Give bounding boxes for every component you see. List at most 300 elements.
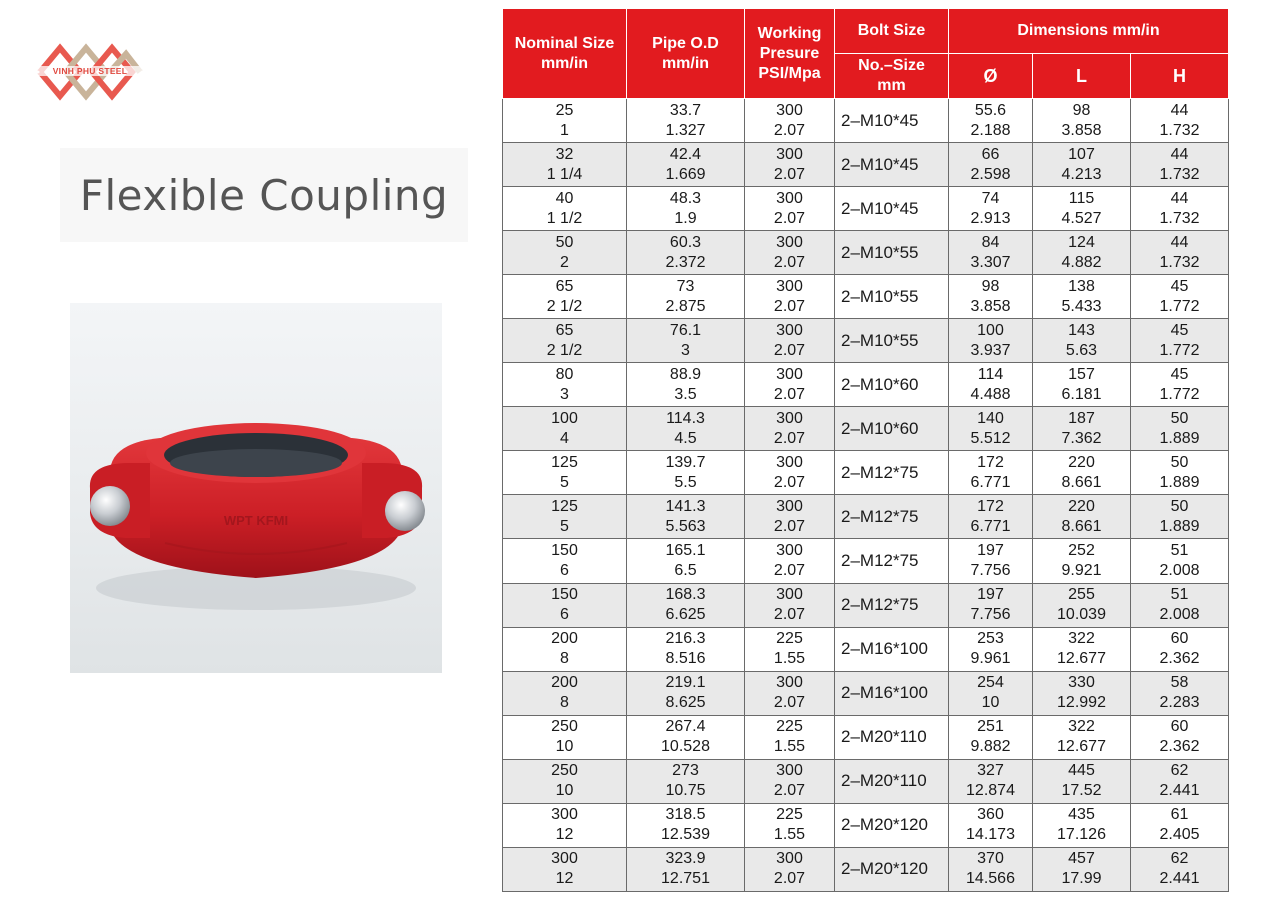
cell-height-in: 1.732	[1159, 165, 1200, 183]
cell-height-in: 2.008	[1159, 606, 1200, 624]
cell-diameter-mm: 360	[977, 806, 1004, 824]
cell-working-pressure-in: 2.07	[773, 297, 806, 315]
cell-length-in: 17.126	[1057, 826, 1106, 844]
cell-height-mm: 61	[1170, 806, 1189, 824]
cell-length-mm: 107	[1068, 145, 1095, 163]
cell-nominal-size-mm: 25	[555, 101, 574, 119]
cell-height-in: 1.732	[1159, 121, 1200, 139]
cell-working-pressure-mm: 300	[776, 189, 803, 207]
table-row	[503, 847, 1229, 891]
cell-diameter-in: 3.858	[970, 297, 1011, 315]
cell-diameter-in: 10	[981, 694, 1000, 712]
cell-height-mm: 60	[1170, 718, 1189, 736]
header-pipe-od: Pipe O.D mm/in	[627, 9, 745, 99]
cell-nominal-size-in: 1 1/4	[546, 165, 583, 183]
cell-pipe-od-mm: 141.3	[665, 497, 706, 515]
cell-pipe-od-mm: 76.1	[669, 321, 702, 339]
cell-pipe-od-mm: 88.9	[669, 365, 702, 383]
cell-length	[1033, 715, 1131, 759]
cell-diameter-mm: 100	[977, 321, 1004, 339]
cell-nominal-size	[503, 539, 627, 583]
cell-nominal-size	[503, 143, 627, 187]
header-dimensions: Dimensions mm/in	[949, 9, 1229, 54]
cell-working-pressure	[745, 407, 835, 451]
cell-pipe-od-mm: 139.7	[665, 453, 706, 471]
cell-bolt-size: 2–M10*60	[835, 407, 949, 451]
cell-height-in: 1.889	[1159, 517, 1200, 535]
cell-length-in: 8.661	[1061, 517, 1102, 535]
cell-length-in: 4.213	[1061, 165, 1102, 183]
cell-bolt-size: 2–M20*110	[835, 715, 949, 759]
cell-height-mm: 60	[1170, 630, 1189, 648]
table-row	[503, 143, 1229, 187]
spec-table	[502, 8, 1229, 892]
cell-nominal-size-mm: 250	[551, 718, 578, 736]
cell-diameter-mm: 197	[977, 586, 1004, 604]
cell-diameter	[949, 407, 1033, 451]
cell-nominal-size-mm: 200	[551, 674, 578, 692]
cell-working-pressure-mm: 300	[776, 321, 803, 339]
cell-diameter	[949, 319, 1033, 363]
cell-height	[1131, 99, 1229, 143]
cell-height-in: 2.283	[1159, 694, 1200, 712]
cell-length-in: 9.921	[1061, 561, 1102, 579]
cell-height-mm: 50	[1170, 453, 1189, 471]
header-working-pressure: Working Presure PSI/Mpa	[745, 9, 835, 99]
cell-nominal-size	[503, 583, 627, 627]
cell-length-mm: 220	[1068, 497, 1095, 515]
cell-length-mm: 115	[1068, 189, 1095, 207]
cell-pipe-od	[627, 671, 745, 715]
cell-working-pressure-mm: 300	[776, 409, 803, 427]
cell-working-pressure-in: 2.07	[773, 165, 806, 183]
cell-bolt-size: 2–M10*55	[835, 319, 949, 363]
cell-diameter	[949, 539, 1033, 583]
cell-length-in: 4.527	[1061, 209, 1102, 227]
cell-length-in: 5.433	[1061, 297, 1102, 315]
cell-nominal-size-mm: 250	[551, 762, 578, 780]
cell-working-pressure-mm: 225	[776, 630, 803, 648]
cell-height-mm: 45	[1170, 321, 1189, 339]
cell-diameter-in: 7.756	[970, 561, 1011, 579]
cell-height	[1131, 275, 1229, 319]
cell-nominal-size-mm: 40	[555, 189, 574, 207]
spec-table-container	[502, 8, 1228, 892]
cell-working-pressure-in: 2.07	[773, 473, 806, 491]
cell-working-pressure	[745, 671, 835, 715]
cell-diameter	[949, 187, 1033, 231]
cell-length	[1033, 363, 1131, 407]
table-row	[503, 187, 1229, 231]
cell-pipe-od	[627, 583, 745, 627]
cell-length-mm: 157	[1068, 365, 1095, 383]
cell-height-mm: 44	[1170, 145, 1189, 163]
cell-nominal-size-in: 1 1/2	[546, 209, 583, 227]
cell-length-mm: 138	[1068, 277, 1095, 295]
table-row	[503, 231, 1229, 275]
cell-height	[1131, 847, 1229, 891]
cell-nominal-size-mm: 300	[551, 806, 578, 824]
cell-pipe-od	[627, 319, 745, 363]
cell-length-mm: 124	[1068, 233, 1095, 251]
page-title: Flexible Coupling	[79, 170, 449, 220]
cell-working-pressure-mm: 300	[776, 453, 803, 471]
cell-nominal-size-mm: 80	[555, 365, 574, 383]
cell-diameter-in: 14.566	[966, 870, 1015, 888]
cell-bolt-size: 2–M16*100	[835, 627, 949, 671]
header-nominal-size: Nominal Size mm/in	[503, 9, 627, 99]
cell-nominal-size-mm: 32	[555, 145, 574, 163]
table-row	[503, 99, 1229, 143]
cell-length-in: 3.858	[1061, 121, 1102, 139]
cell-nominal-size-mm: 50	[555, 233, 574, 251]
cell-working-pressure	[745, 187, 835, 231]
cell-nominal-size	[503, 275, 627, 319]
cell-working-pressure-in: 1.55	[773, 650, 806, 668]
cell-height-mm: 45	[1170, 277, 1189, 295]
cell-height-mm: 62	[1170, 850, 1189, 868]
cell-length	[1033, 759, 1131, 803]
cell-height	[1131, 803, 1229, 847]
cell-diameter-mm: 254	[977, 674, 1004, 692]
cell-working-pressure-mm: 300	[776, 674, 803, 692]
cell-nominal-size-mm: 125	[551, 453, 578, 471]
cell-diameter-in: 12.874	[966, 782, 1015, 800]
cell-length-mm: 435	[1068, 806, 1095, 824]
cell-length-mm: 143	[1068, 321, 1095, 339]
cell-working-pressure-in: 2.07	[773, 561, 806, 579]
cell-pipe-od-mm: 219.1	[665, 674, 706, 692]
cell-pipe-od-mm: 165.1	[665, 541, 706, 559]
cell-diameter-in: 2.598	[970, 165, 1011, 183]
cell-diameter	[949, 803, 1033, 847]
cell-working-pressure-in: 2.07	[773, 517, 806, 535]
cell-diameter	[949, 363, 1033, 407]
cell-bolt-size: 2–M12*75	[835, 451, 949, 495]
cell-diameter	[949, 627, 1033, 671]
cell-working-pressure	[745, 539, 835, 583]
cell-diameter-in: 6.771	[970, 517, 1011, 535]
cell-bolt-size: 2–M10*55	[835, 231, 949, 275]
cell-height-mm: 62	[1170, 762, 1189, 780]
cell-nominal-size-mm: 65	[555, 321, 574, 339]
cell-height-in: 1.732	[1159, 253, 1200, 271]
table-row	[503, 363, 1229, 407]
cell-length-in: 4.882	[1061, 253, 1102, 271]
cell-pipe-od-in: 1.327	[665, 121, 706, 139]
cell-height	[1131, 231, 1229, 275]
cell-height	[1131, 187, 1229, 231]
cell-height-mm: 51	[1170, 586, 1189, 604]
cell-nominal-size	[503, 627, 627, 671]
cell-height	[1131, 671, 1229, 715]
cell-pipe-od-mm: 216.3	[665, 630, 706, 648]
cell-diameter	[949, 715, 1033, 759]
cell-pipe-od	[627, 363, 745, 407]
cell-height-mm: 44	[1170, 233, 1189, 251]
cell-working-pressure-in: 2.07	[773, 870, 806, 888]
cell-working-pressure	[745, 583, 835, 627]
cell-length	[1033, 143, 1131, 187]
cell-working-pressure-mm: 300	[776, 762, 803, 780]
cell-length	[1033, 451, 1131, 495]
cell-diameter	[949, 847, 1033, 891]
cell-working-pressure-mm: 300	[776, 233, 803, 251]
cell-bolt-size: 2–M16*100	[835, 671, 949, 715]
cell-nominal-size-mm: 100	[551, 409, 578, 427]
cell-working-pressure	[745, 627, 835, 671]
cell-length	[1033, 231, 1131, 275]
cell-nominal-size-mm: 65	[555, 277, 574, 295]
coupling-marking: WPT KFMI	[223, 513, 289, 528]
cell-length-mm: 255	[1068, 586, 1095, 604]
cell-pipe-od	[627, 231, 745, 275]
cell-nominal-size	[503, 187, 627, 231]
cell-working-pressure-mm: 300	[776, 541, 803, 559]
cell-pipe-od	[627, 275, 745, 319]
cell-pipe-od	[627, 759, 745, 803]
cell-height-mm: 44	[1170, 189, 1189, 207]
cell-nominal-size	[503, 231, 627, 275]
cell-working-pressure-in: 2.07	[773, 121, 806, 139]
cell-nominal-size	[503, 847, 627, 891]
cell-length-in: 5.63	[1065, 341, 1098, 359]
cell-pipe-od-in: 2.875	[665, 297, 706, 315]
table-row	[503, 539, 1229, 583]
cell-length	[1033, 803, 1131, 847]
cell-diameter-mm: 98	[981, 277, 1000, 295]
cell-nominal-size	[503, 99, 627, 143]
header-bolt-size: Bolt Size	[835, 9, 949, 54]
cell-height-in: 1.772	[1159, 385, 1200, 403]
cell-pipe-od-mm: 42.4	[669, 145, 702, 163]
cell-working-pressure	[745, 759, 835, 803]
header-bolt-no-size: No.–Size mm	[835, 54, 949, 99]
cell-length-in: 17.99	[1061, 870, 1102, 888]
table-row	[503, 583, 1229, 627]
cell-diameter	[949, 495, 1033, 539]
cell-length-in: 17.52	[1061, 782, 1102, 800]
table-row	[503, 319, 1229, 363]
cell-nominal-size-in: 8	[560, 694, 569, 712]
cell-pipe-od-mm: 73	[676, 277, 695, 295]
cell-nominal-size-in: 5	[560, 517, 569, 535]
table-row	[503, 451, 1229, 495]
cell-pipe-od-mm: 273	[672, 762, 699, 780]
cell-diameter	[949, 99, 1033, 143]
cell-height	[1131, 495, 1229, 539]
cell-pipe-od-in: 12.751	[661, 870, 710, 888]
cell-diameter-in: 9.882	[970, 738, 1011, 756]
cell-bolt-size: 2–M20*110	[835, 759, 949, 803]
cell-height-in: 1.889	[1159, 429, 1200, 447]
cell-bolt-size: 2–M12*75	[835, 583, 949, 627]
cell-length-in: 6.181	[1061, 385, 1102, 403]
cell-nominal-size-in: 2 1/2	[546, 341, 583, 359]
cell-diameter-in: 3.307	[970, 253, 1011, 271]
cell-nominal-size-mm: 150	[551, 541, 578, 559]
cell-height	[1131, 451, 1229, 495]
cell-working-pressure-mm: 225	[776, 718, 803, 736]
cell-nominal-size	[503, 319, 627, 363]
cell-height-in: 2.405	[1159, 826, 1200, 844]
cell-pipe-od-in: 5.563	[665, 517, 706, 535]
cell-pipe-od-in: 12.539	[661, 826, 710, 844]
cell-diameter-mm: 114	[977, 365, 1004, 383]
cell-diameter	[949, 231, 1033, 275]
cell-pipe-od-mm: 48.3	[669, 189, 702, 207]
cell-height	[1131, 407, 1229, 451]
cell-diameter-in: 9.961	[970, 650, 1011, 668]
cell-diameter-mm: 55.6	[974, 101, 1007, 119]
cell-pipe-od-in: 6.5	[674, 561, 697, 579]
cell-length	[1033, 847, 1131, 891]
cell-nominal-size-in: 2 1/2	[546, 297, 583, 315]
cell-bolt-size: 2–M10*60	[835, 363, 949, 407]
cell-length-mm: 445	[1068, 762, 1095, 780]
table-row	[503, 759, 1229, 803]
cell-pipe-od	[627, 495, 745, 539]
cell-length	[1033, 627, 1131, 671]
cell-diameter-mm: 172	[977, 453, 1004, 471]
cell-working-pressure-in: 2.07	[773, 694, 806, 712]
cell-length-mm: 220	[1068, 453, 1095, 471]
cell-nominal-size-in: 2	[560, 253, 569, 271]
cell-nominal-size	[503, 407, 627, 451]
cell-working-pressure-mm: 300	[776, 277, 803, 295]
cell-bolt-size: 2–M10*45	[835, 143, 949, 187]
cell-nominal-size	[503, 715, 627, 759]
cell-working-pressure-mm: 300	[776, 850, 803, 868]
table-row	[503, 803, 1229, 847]
cell-working-pressure-mm: 300	[776, 365, 803, 383]
cell-working-pressure-in: 1.55	[773, 826, 806, 844]
cell-working-pressure-mm: 300	[776, 101, 803, 119]
cell-bolt-size: 2–M20*120	[835, 847, 949, 891]
cell-height	[1131, 583, 1229, 627]
cell-length	[1033, 583, 1131, 627]
cell-pipe-od-in: 8.625	[665, 694, 706, 712]
cell-height	[1131, 715, 1229, 759]
cell-nominal-size-in: 10	[555, 738, 574, 756]
cell-bolt-size: 2–M12*75	[835, 539, 949, 583]
cell-height-in: 1.772	[1159, 341, 1200, 359]
cell-height-in: 2.362	[1159, 738, 1200, 756]
cell-pipe-od-in: 5.5	[674, 473, 697, 491]
cell-nominal-size-in: 3	[560, 385, 569, 403]
cell-diameter	[949, 143, 1033, 187]
cell-length-mm: 98	[1072, 101, 1091, 119]
cell-pipe-od-mm: 323.9	[665, 850, 706, 868]
cell-pipe-od-in: 2.372	[665, 253, 706, 271]
cell-working-pressure	[745, 99, 835, 143]
table-row	[503, 407, 1229, 451]
cell-working-pressure	[745, 495, 835, 539]
cell-height-mm: 45	[1170, 365, 1189, 383]
cell-diameter-mm: 197	[977, 541, 1004, 559]
cell-pipe-od-in: 4.5	[674, 429, 697, 447]
cell-pipe-od-mm: 168.3	[665, 586, 706, 604]
cell-working-pressure-in: 2.07	[773, 782, 806, 800]
cell-pipe-od-in: 1.669	[665, 165, 706, 183]
cell-diameter-in: 6.771	[970, 473, 1011, 491]
cell-nominal-size-in: 6	[560, 561, 569, 579]
cell-diameter-mm: 370	[977, 850, 1004, 868]
cell-length-in: 12.992	[1057, 694, 1106, 712]
cell-working-pressure	[745, 275, 835, 319]
cell-bolt-size: 2–M20*120	[835, 803, 949, 847]
cell-length	[1033, 495, 1131, 539]
header-diameter: Ø	[949, 54, 1033, 99]
cell-diameter	[949, 275, 1033, 319]
cell-pipe-od-in: 10.75	[665, 782, 706, 800]
cell-nominal-size	[503, 803, 627, 847]
cell-diameter	[949, 583, 1033, 627]
cell-diameter-in: 2.188	[970, 121, 1011, 139]
cell-bolt-size: 2–M12*75	[835, 495, 949, 539]
cell-nominal-size	[503, 451, 627, 495]
cell-working-pressure	[745, 363, 835, 407]
cell-nominal-size	[503, 495, 627, 539]
cell-height-in: 1.889	[1159, 473, 1200, 491]
cell-height-mm: 50	[1170, 497, 1189, 515]
cell-bolt-size: 2–M10*45	[835, 99, 949, 143]
cell-diameter-mm: 74	[981, 189, 1000, 207]
cell-diameter-mm: 140	[977, 409, 1004, 427]
cell-nominal-size	[503, 759, 627, 803]
cell-pipe-od-mm: 33.7	[669, 101, 702, 119]
cell-nominal-size-in: 12	[555, 870, 574, 888]
cell-nominal-size-in: 6	[560, 606, 569, 624]
cell-length	[1033, 539, 1131, 583]
cell-length-mm: 330	[1068, 674, 1095, 692]
cell-diameter-in: 4.488	[970, 385, 1011, 403]
cell-height-in: 1.772	[1159, 297, 1200, 315]
cell-diameter-in: 14.173	[966, 826, 1015, 844]
cell-nominal-size-mm: 200	[551, 630, 578, 648]
cell-working-pressure-in: 2.07	[773, 253, 806, 271]
header-length: L	[1033, 54, 1131, 99]
cell-working-pressure	[745, 319, 835, 363]
cell-nominal-size-in: 12	[555, 826, 574, 844]
cell-pipe-od	[627, 847, 745, 891]
cell-working-pressure-in: 2.07	[773, 606, 806, 624]
table-row	[503, 671, 1229, 715]
cell-nominal-size-mm: 150	[551, 586, 578, 604]
cell-length	[1033, 407, 1131, 451]
cell-nominal-size-mm: 125	[551, 497, 578, 515]
cell-pipe-od	[627, 99, 745, 143]
cell-height	[1131, 539, 1229, 583]
cell-pipe-od	[627, 451, 745, 495]
header-height: H	[1131, 54, 1229, 99]
cell-length	[1033, 319, 1131, 363]
cell-diameter-mm: 327	[977, 762, 1004, 780]
cell-diameter	[949, 451, 1033, 495]
table-row	[503, 275, 1229, 319]
cell-height-in: 2.362	[1159, 650, 1200, 668]
title-banner	[60, 148, 468, 242]
cell-working-pressure-mm: 300	[776, 586, 803, 604]
cell-length-in: 8.661	[1061, 473, 1102, 491]
cell-nominal-size-in: 8	[560, 650, 569, 668]
cell-length	[1033, 99, 1131, 143]
cell-pipe-od-in: 3.5	[674, 385, 697, 403]
cell-diameter-mm: 66	[981, 145, 1000, 163]
cell-working-pressure	[745, 143, 835, 187]
logo-text: VINH PHU STEEL	[38, 66, 142, 76]
table-row	[503, 715, 1229, 759]
